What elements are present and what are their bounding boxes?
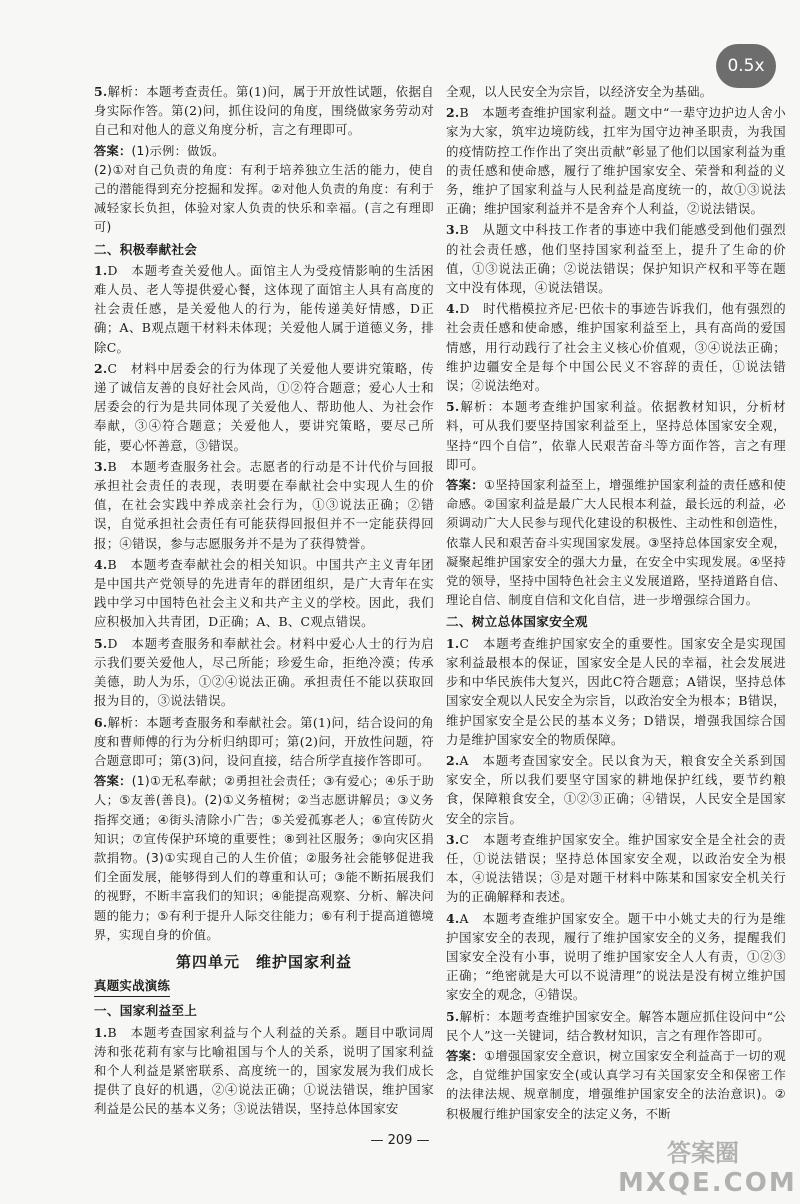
item-text: B 从题文中科技工作者的事迹中我们能感受到他们强烈的社会责任感，他们坚持国家利益至上，提升了生命的价值，①③说法正确；②说法错误；保护知识产权和平等在题文中没有体现，④说法错误。 <box>446 222 786 296</box>
item-text: A 本题考查维护国家安全。题干中小姚丈夫的行为是维护国家安全的表现，履行了维护国家安全的义务，提醒我们国家安全没有小事，说明了维护国家安全人人有责，①②③正确；“绝密就是大可以不说清理”的说法是没有树立维护国家安全的观念，④错误。 <box>446 910 786 1003</box>
practice-heading: 真题实战演练 <box>94 976 170 997</box>
unit-title: 第四单元 维护国家利益 <box>175 952 352 971</box>
section-title: 一、国家利益至上 <box>94 1003 198 1019</box>
answer-item <box>94 457 434 553</box>
answer-label: 答案： <box>94 143 132 158</box>
watermark-line2: MXQE.COM <box>618 1168 797 1198</box>
answer-item <box>446 299 786 395</box>
answer-item <box>446 103 786 218</box>
item-number: 4. <box>94 556 108 572</box>
answer-text: (1)示例：做饭。 <box>131 143 225 158</box>
item-number: 3. <box>446 831 460 847</box>
watermark-line1: 答案圈 <box>667 1139 739 1167</box>
item-number: 5. <box>94 635 108 651</box>
page-number: — 209 — <box>370 1133 430 1148</box>
item-text: A 本题考查国家安全。民以食为天，粮食安全关系到国家安全，所以我们要坚守国家的耕地保护红线，要节约粮食，保障粮食安全，①②③正确；④错误，人民安全是国家安全的宗旨。 <box>446 752 786 826</box>
item-text: D 本题考查服务和奉献社会。材料中爱心人士的行为启示我们要关爱他人，尽己所能；珍爱生命，拒绝冷漠；传承美德，助人为乐，①②④说法正确。承担责任不能以获取回报为目的，③说法错误。 <box>94 635 434 709</box>
answer-item <box>446 1007 786 1045</box>
item-number: 5. <box>446 1008 460 1024</box>
item-text: D 本题考查关爱他人。面馆主人为受疫情影响的生活困难人员、老人等提供爱心餐，这体现了面馆主人具有高度的社会责任感，是关爱他人的行为，能传递美好情感，D正确；A、B观点题干材料未体现；关爱他人属于道德义务，排除C。 <box>94 262 434 355</box>
item-text: 解析：本题考查维护国家利益。依据教材知识，分析材料，可从我们要坚持国家利益至上，坚持总体国家安全观，坚持“四个自信”，依靠人民艰苦奋斗等方面作答，言之有理即可。 <box>446 399 786 472</box>
answer-block <box>94 772 434 945</box>
answer-text: ①增强国家安全意识，树立国家安全利益高于一切的观念，自觉维护国家安全(或认真学习有关国家安全和保密工作的法律法规、规章制度，增强维护国家安全的法治意识)。②积极履行维护国家安全的法定义务，不断 <box>446 1048 786 1121</box>
item-text: C 本题考查维护国家安全的重要性。国家安全是实现国家利益最根本的保证，国家安全是人民的幸福，社会发展进步和中华民族伟大复兴，因此C符合题意；A错误，坚持总体国家安全观以人民安全为宗旨，以政治安全为根本；B错误，维护国家安全是公民的基本义务；D错误，增强我国综合国力是维护国家安全的物质保障。 <box>446 635 786 747</box>
answer-label: 答案： <box>94 774 132 789</box>
answer-item <box>446 220 786 297</box>
item-number: 6. <box>94 714 108 730</box>
answer-block <box>446 476 786 610</box>
item-text: 解析：本题考查维护国家安全。解答本题应抓住设问中“公民个人”这一关键词，结合教材知识，言之有理作答即可。 <box>446 1008 786 1043</box>
zoom-level-badge[interactable]: 0.5x <box>716 44 776 88</box>
item-number: 1. <box>446 635 460 651</box>
item-text: B 本题考查国家利益与个人利益的关系。题目中歌词周涛和张花莉有家与比喻祖国与个人的关系，说明了国家利益和个人利益是紧密联系、高度统一的，国家发展为我们成长提供了良好的机遇，②④说法正确；①说法错误，维护国家利益是公民的基本义务；③说法错误，坚持总体国家安 <box>94 1024 434 1117</box>
item-text: C 材料中居委会的行为体现了关爱他人要讲究策略，传递了诚信友善的良好社会风尚，①②符合题意；爱心人士和居委会的行为是共同体现了关爱他人、帮助他人、为社会作奉献，③④符合题意；关爱他人，要讲究策略，要尽己所能，要心怀善意，③错误。 <box>94 360 434 453</box>
answer-block <box>446 1047 786 1124</box>
answer-item <box>446 397 786 474</box>
section-title: 二、树立总体国家安全观 <box>446 614 588 630</box>
item-text: D 时代楷模拉齐尼·巴依卡的事迹告诉我们，他有强烈的社会责任感和使命感，维护国家利益至上，具有高尚的爱国情感，用行动践行了社会主义核心价值观，③④说法正确；维护边疆安全是每个中国公民义不容辞的责任，①说法错误；②说法绝对。 <box>446 301 786 394</box>
answer-item <box>446 634 786 749</box>
section-title: 二、积极奉献社会 <box>94 241 198 257</box>
item-text: B 本题考查服务社会。志愿者的行动是不计代价与回报承担社会责任的表现，表明要在奉献社会中实现人生的价值，在社会实践中养成亲社会行为，①③说法正确；②错误，自觉承担社会责任有可能获得回报但并不一定能获得回报；④错误，参与志愿服务并不是为了获得赞誉。 <box>94 458 434 551</box>
answer-item <box>94 555 434 632</box>
item-number: 2. <box>446 752 460 768</box>
answer-item-5 <box>94 82 434 140</box>
item-number: 2. <box>446 105 460 121</box>
answer-item <box>94 713 434 771</box>
answer-item <box>94 261 434 357</box>
continuation-text: 全观，以人民安全为宗旨，以经济安全为基础。 <box>446 84 713 99</box>
answer-item <box>446 751 786 828</box>
left-column <box>94 82 434 1121</box>
answer-item <box>446 909 786 1005</box>
item-text: C 本题考查维护国家安全。维护国家安全是全社会的责任，①说法错误；坚持总体国家安全观，以政治安全为根本，④说法错误；③是对题干材料中陈某和国家安全机关行为的正确解释和表述。 <box>446 831 786 905</box>
item-number: 1. <box>94 1024 108 1040</box>
watermark-logo <box>618 1138 797 1198</box>
answer-label: 答案： <box>446 1048 484 1063</box>
item-text: B 本题考查奉献社会的相关知识。中国共产主义青年团是中国共产党领导的先进青年的群团组织，是广大青年在实践中学习中国特色社会主义和共产主义的学校。因此，我们应积极加入共青团，D正确；A、B、C观点错误。 <box>94 556 434 630</box>
item-number: 3. <box>94 458 108 474</box>
answer-item <box>94 634 434 711</box>
answer-text: (1)①无私奉献；②勇担社会责任；③有爱心；④乐于助人；⑤友善(善良)。(2)①义务植树；②当志愿讲解员；③义务指挥交通；④街头清除小广告；⑤关爱孤寡老人；⑥宣传防火知识；⑦宣传保护环境的重要性；⑧到社区服务；⑨向灾区捐款捐物。(3)①实现自己的人生价值；②服务社会能够促进我们全面发展，能够得到人们的尊重和认可；③能不断拓展我们的视野，不断丰富我们的知识；④能提高观察、分析、解决问题的能力；⑤有利于提升人际交往能力；⑥有利于提高道德境界，实现自身的价值。 <box>94 774 434 942</box>
item-text: B 本题考查维护国家利益。题文中“一辈守边护边人舍小家为大家，筑牢边境防线，扛牢为国守边神圣职责，为我国的疫情防控工作作出了突出贡献”彰显了他们以国家利益为重的责任感和使命感，履行了维护国家安全、荣誉和利益的义务，维护了国家利益与人民利益是高度统一的，故①③说法正确；维护国家利益并不是舍弃个人利益，②说法错误。 <box>446 105 786 217</box>
item-number: 4. <box>446 301 460 317</box>
answer-item <box>94 1023 434 1119</box>
item-number: 4. <box>446 910 460 926</box>
item-text: 解析：本题考查服务和奉献社会。第(1)问，结合设问的角度和曹师傅的行为分析归纳即可；第(2)问，开放性问题，符合题意即可；第(3)问，设问直接，结合所学直接作答即可。 <box>94 714 434 768</box>
answer-block <box>94 142 434 161</box>
item-number: 1. <box>94 262 108 278</box>
item-number: 5. <box>446 399 460 415</box>
answer-item <box>94 359 434 455</box>
right-column <box>446 82 786 1124</box>
item-text: 解析：本题考查责任。第(1)问，属于开放性试题，依据自身实际作答。第(2)问，抓住设问的角度，围绕做家务劳动对自己和对他人的意义角度分析，言之有理即可。 <box>94 84 434 138</box>
item-number: 2. <box>94 360 108 376</box>
item-number: 5. <box>94 84 108 99</box>
answer-label: 答案： <box>446 478 484 493</box>
answer-text-2: (2)①对自己负责的角度：有利于培养独立生活的能力，使自己的潜能得到充分挖掘和发挥。②对他人负责的角度：有利于减轻家长负担，体验对家人负责的快乐和幸福。(言之有理即可) <box>94 162 434 235</box>
item-number: 3. <box>446 222 460 238</box>
answer-text: ①坚持国家利益至上，增强维护国家利益的责任感和使命感。②国家利益是最广大人民根本利益，最长远的利益，必须调动广大人民参与现代化建设的积极性、主动性和创造性，依靠人民和艰苦奋斗实现国家发展。③坚持总体国家安全观，凝聚起维护国家安全的强大力量，在安全中实现发展。④坚持党的领导，坚持中国特色社会主义发展道路，坚持道路自信、理论自信、制度自信和文化自信，进一步增强综合国力。 <box>446 478 786 608</box>
answer-item <box>446 830 786 907</box>
